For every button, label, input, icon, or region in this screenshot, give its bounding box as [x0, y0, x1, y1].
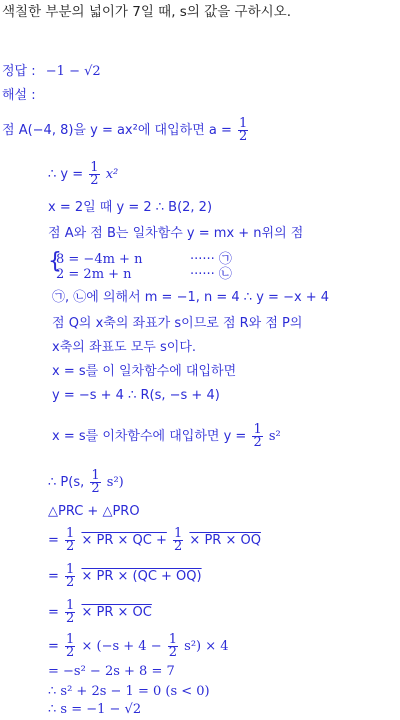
- line-9: y = −s + 4 ∴ R(s, −s + 4): [52, 388, 220, 403]
- frac-den: 2: [168, 645, 178, 660]
- line-11: [48, 470, 124, 495]
- frac-den: 2: [66, 539, 75, 554]
- line-15-fraction: [65, 600, 75, 625]
- answer-label: 정답 :: [2, 64, 36, 79]
- line-11-post: s²): [106, 475, 124, 490]
- line-16-fraction-2: [168, 634, 178, 659]
- line-2-pre: ∴ y =: [48, 167, 84, 182]
- line-14-b: × PR × (QC + OQ): [81, 569, 202, 584]
- frac-den: 2: [66, 575, 75, 590]
- line-2-fraction: [89, 162, 99, 187]
- line-2-post: x²: [105, 167, 119, 182]
- frac-num: 1: [91, 468, 100, 483]
- line-14: [48, 564, 202, 589]
- line-2: [48, 162, 118, 187]
- frac-num: 1: [66, 598, 75, 613]
- line-13-a: =: [48, 533, 59, 548]
- system-eq-1-text: 8 = −4m + n: [56, 252, 143, 267]
- frac-den: 2: [66, 645, 75, 660]
- line-16-c: s²) × 4: [184, 639, 229, 654]
- equation-system: [48, 249, 356, 286]
- line-13: [48, 528, 261, 553]
- frac-num: 1: [66, 526, 75, 541]
- system-brace: {: [48, 249, 62, 274]
- line-1-text: 점 A(−4, 8)을 y = ax²에 대입하면 a =: [2, 123, 232, 138]
- line-16-fraction: [65, 634, 75, 659]
- line-13-fraction: [65, 528, 75, 553]
- frac-den: 2: [91, 481, 100, 496]
- system-eq-1: [56, 252, 232, 268]
- frac-den: 2: [66, 611, 75, 626]
- line-1-fraction: [238, 118, 248, 143]
- line-7: x축의 좌표도 모두 s이다.: [52, 340, 197, 355]
- frac-den: 2: [253, 435, 262, 450]
- system-eq-2: [56, 267, 232, 283]
- line-12: △PRC + △PRO: [48, 504, 140, 519]
- line-17: = −s² − 2s + 8 = 7: [48, 664, 175, 679]
- line-1: [2, 118, 250, 143]
- answer-row: [2, 64, 101, 80]
- frac-num: 1: [168, 632, 178, 647]
- frac-num: 1: [90, 160, 99, 175]
- frac-num: 1: [66, 632, 75, 647]
- line-3: x = 2일 때 y = 2 ∴ B(2, 2): [48, 200, 213, 215]
- answer-value: −1 − √2: [45, 64, 101, 79]
- line-6: 점 Q의 x축의 좌표가 s이므로 점 R와 점 P의: [52, 316, 303, 331]
- frac-den: 2: [239, 129, 248, 144]
- frac-den: 2: [90, 173, 99, 188]
- line-19: ∴ s = −1 − √2: [48, 702, 142, 717]
- solution-label: 해설 :: [2, 88, 36, 103]
- line-15: [48, 600, 152, 625]
- line-13-c: × PR × OQ: [189, 533, 261, 548]
- line-13-fraction-2: [173, 528, 183, 553]
- line-15-b: × PR × OC: [81, 605, 152, 620]
- line-11-pre: ∴ P(s,: [48, 475, 85, 490]
- line-11-fraction: [90, 470, 100, 495]
- frac-num: 1: [253, 422, 262, 437]
- line-10: [52, 424, 281, 449]
- frac-den: 2: [174, 539, 183, 554]
- frac-num: 1: [239, 116, 248, 131]
- system-eq-2-text: 2 = 2m + n: [56, 267, 132, 282]
- line-14-a: =: [48, 569, 59, 584]
- line-10-pre: x = s를 이차함수에 대입하면 y =: [52, 429, 247, 444]
- line-8: x = s를 이 일차함수에 대입하면: [52, 364, 237, 379]
- line-16: [48, 634, 229, 659]
- system-eq-1-tag: ······ ㉠: [190, 252, 232, 267]
- line-16-a: =: [48, 639, 59, 654]
- line-14-fraction: [65, 564, 75, 589]
- line-18: ∴ s² + 2s − 1 = 0 (s < 0): [48, 684, 210, 699]
- frac-num: 1: [66, 562, 75, 577]
- line-16-b: × (−s + 4 −: [81, 639, 162, 654]
- question-text: 색칠한 부분의 넓이가 7일 때, s의 값을 구하시오.: [2, 4, 291, 20]
- line-10-post: s²: [268, 429, 281, 444]
- line-10-fraction: [252, 424, 262, 449]
- system-eq-2-tag: ······ ㉡: [190, 267, 232, 282]
- frac-num: 1: [174, 526, 183, 541]
- line-5: ㉠, ㉡에 의해서 m = −1, n = 4 ∴ y = −x + 4: [52, 290, 330, 305]
- line-15-a: =: [48, 605, 59, 620]
- line-4: 점 A와 점 B는 일차함수 y = mx + n위의 점: [48, 226, 304, 241]
- line-13-b: × PR × QC +: [81, 533, 167, 548]
